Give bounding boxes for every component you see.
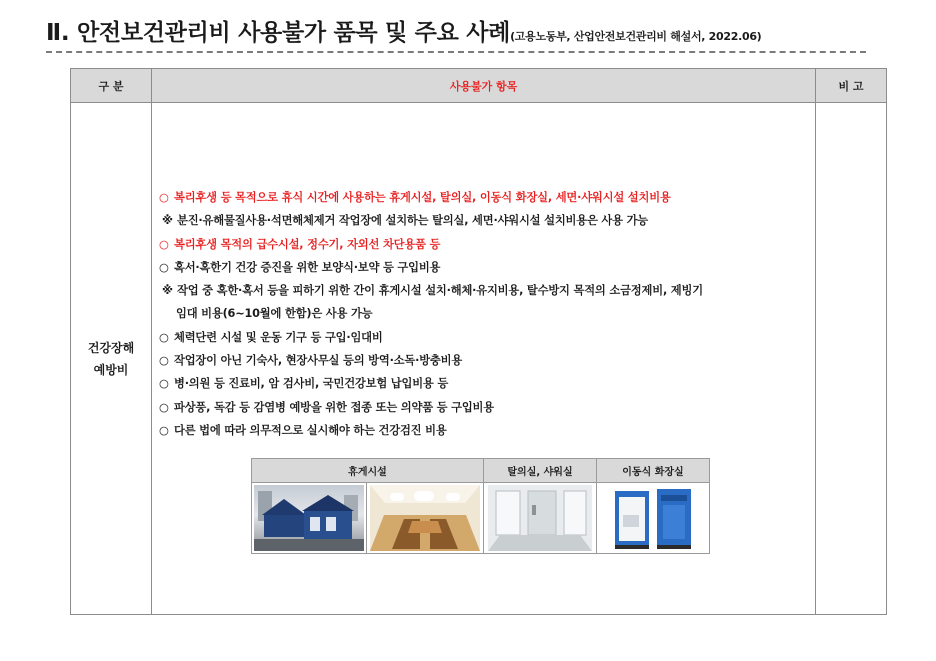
bullet-mark: ○	[159, 377, 169, 391]
photo-header-portable-toilet: 이동식 화장실	[597, 459, 710, 483]
remarks-cell	[816, 103, 887, 615]
list-item-text: 임대 비용(6~10월에 한함)은 사용 가능	[176, 307, 373, 321]
bullet-mark: ○	[159, 260, 169, 274]
header-category: 구 분	[71, 69, 152, 103]
photo-header-rest-facility: 휴게시설	[252, 459, 484, 483]
shower-room-illustration	[488, 485, 592, 551]
list-item-text: 병·의원 등 진료비, 암 검사비, 국민건강보험 납입비용 등	[174, 377, 449, 391]
bullet-mark: ○	[159, 423, 169, 437]
list-item	[159, 302, 799, 325]
rest-room-illustration	[370, 485, 480, 551]
photo-cell-tent	[252, 483, 367, 554]
list-item	[159, 186, 799, 209]
list-item	[159, 372, 799, 395]
photo-cell-shower	[484, 483, 597, 554]
photo-header-row	[252, 459, 710, 483]
category-label-line1: 건강장해	[87, 340, 135, 355]
page-title-source: (고용노동부, 산업안전보건관리비 해설서, 2022.06)	[510, 30, 762, 43]
header-remarks: 비 고	[816, 69, 887, 103]
list-item	[159, 256, 799, 279]
list-item-text: 복리후생 등 목적으로 휴식 시간에 사용하는 휴게시설, 탈의실, 이동식 화장실, 세면·샤워시설 설치비용	[174, 191, 671, 204]
list-item	[159, 279, 799, 302]
items-cell	[152, 103, 816, 615]
list-item	[159, 349, 799, 372]
table-header-row	[71, 69, 887, 103]
photo-cell-rest-room	[367, 483, 484, 554]
rest-tent-illustration	[254, 485, 364, 551]
rest-room-photo	[370, 485, 480, 551]
header-unusable-items: 사용불가 항목	[152, 69, 816, 103]
page-title	[46, 14, 761, 47]
table-row	[71, 103, 887, 615]
bullet-mark: ○	[159, 330, 169, 344]
title-divider	[46, 51, 866, 53]
list-item	[159, 233, 799, 256]
list-item	[159, 419, 799, 442]
list-item-text: 체력단련 시설 및 운동 기구 등 구입·임대비	[174, 330, 383, 344]
list-item	[159, 209, 799, 232]
category-label-line2: 예방비	[93, 362, 129, 377]
unusable-items-table	[70, 68, 887, 615]
rest-tent-photo	[254, 485, 364, 551]
list-item-text: 복리후생 목적의 급수시설, 정수기, 자외선 차단용품 등	[174, 237, 441, 251]
list-item	[159, 326, 799, 349]
note-mark: ※	[162, 214, 173, 228]
list-item-text: 파상풍, 독감 등 감염병 예방을 위한 접종 또는 의약품 등 구입비용	[174, 400, 494, 414]
list-item-text: 작업 중 혹한·혹서 등을 피하기 위한 간이 휴게시설 설치·해체·유지비용, 탈수방지 목적의 소금정제비, 제빙기	[177, 284, 703, 298]
category-cell	[71, 103, 152, 615]
photo-cell-toilet	[597, 483, 710, 554]
portable-toilet-photo	[601, 485, 705, 551]
list-item-text: 혹서·혹한기 건강 증진을 위한 보양식·보약 등 구입비용	[174, 260, 441, 274]
portable-toilet-illustration	[601, 485, 705, 551]
bullet-mark: ○	[159, 400, 169, 414]
photo-row	[252, 483, 710, 554]
list-item-text: 분진·유해물질사용·석면해체제거 작업장에 설치하는 탈의실, 세면·샤워시설 설치비용은 사용 가능	[177, 214, 649, 228]
photo-table	[251, 458, 710, 554]
photo-header-locker-shower: 탈의실, 샤워실	[484, 459, 597, 483]
note-mark: ※	[162, 284, 173, 298]
list-item-text: 다른 법에 따라 의무적으로 실시해야 하는 건강검진 비용	[174, 423, 447, 437]
items-list	[159, 186, 799, 442]
locker-shower-photo	[488, 485, 592, 551]
list-item	[159, 396, 799, 419]
page-title-main: Ⅱ. 안전보건관리비 사용불가 품목 및 주요 사례	[46, 20, 511, 46]
bullet-mark: ○	[159, 237, 169, 251]
bullet-mark: ○	[159, 191, 169, 204]
bullet-mark: ○	[159, 354, 169, 368]
list-item-text: 작업장이 아닌 기숙사, 현장사무실 등의 방역·소독·방충비용	[174, 354, 463, 368]
